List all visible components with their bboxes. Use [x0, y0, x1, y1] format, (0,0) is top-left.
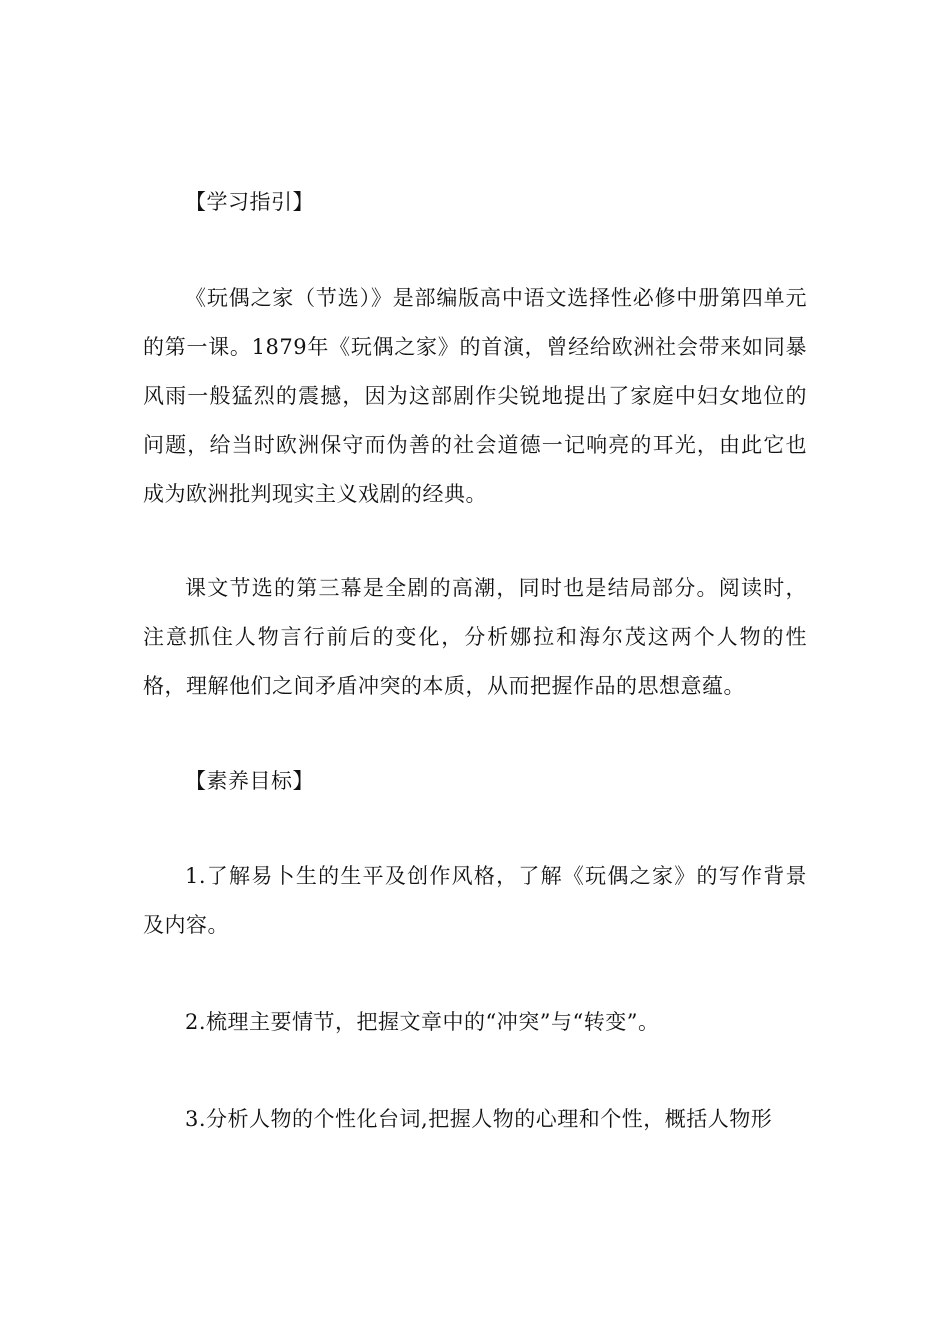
document-content [143, 178, 807, 1144]
literacy-goal-item-3: 3.分析人物的个性化台词,把握人物的心理和个性，概括人物形 [185, 1107, 773, 1131]
study-guide-paragraph-2: 课文节选的第三幕是全剧的高潮，同时也是结局部分。阅读时，注意抓住人物言行前后的变化，分析娜拉和海尔茂这两个人物的性格，理解他们之间矛盾冲突的本质，从而把握作品的思想意蕴。 [143, 576, 807, 698]
study-guide-paragraph-1: 《玩偶之家（节选）》是部编版高中语文选择性必修中册第四单元的第一课。1879年《玩偶之家》的首演，曾经给欧洲社会带来如同暴风雨一般猛烈的震撼，因为这部剧作尖锐地提出了家庭中妇女地位的问题，给当时欧洲保守而伪善的社会道德一记响亮的耳光，由此它也成为欧洲批判现实主义戏剧的经典。 [143, 286, 807, 506]
literacy-goal-item-2: 2.梳理主要情节，把握文章中的“冲突”与“转变”。 [185, 1010, 660, 1034]
section-heading-literacy-goals: 【素养目标】 [185, 769, 314, 793]
section-heading-study-guide: 【学习指引】 [185, 190, 314, 214]
literacy-goal-item-1: 1.了解易卜生的生平及创作风格，了解《玩偶之家》的写作背景及内容。 [143, 864, 807, 937]
